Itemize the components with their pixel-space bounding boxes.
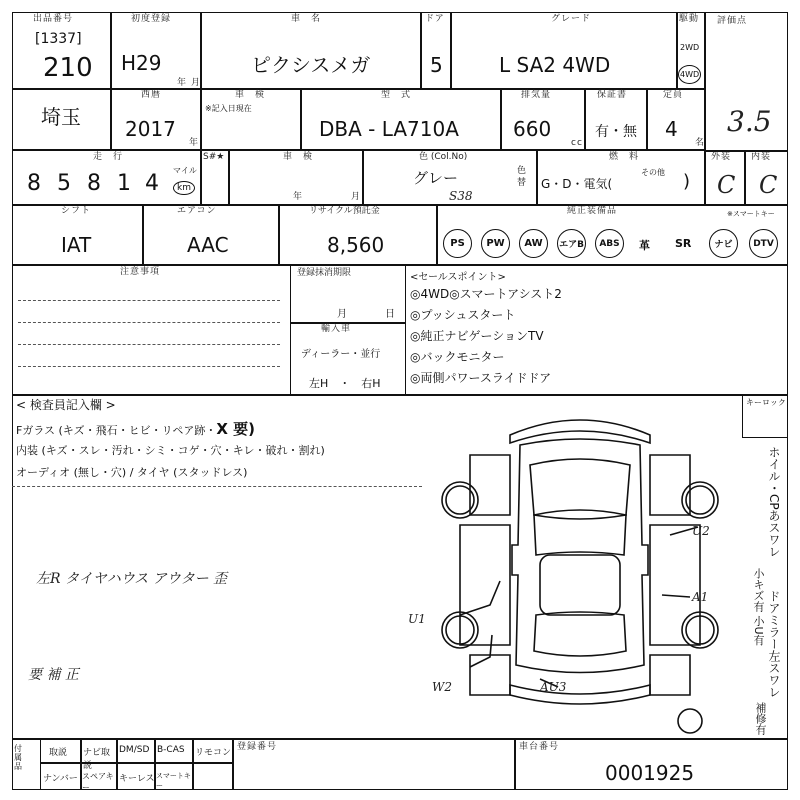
exterior-label: 外装 [711,152,732,162]
color-change-label: 色替 [517,166,527,188]
footer-label: B-CAS [157,745,185,755]
footer-label: DM/SD [119,745,150,755]
equipment-navi: ナビ [709,229,738,258]
model-cell [300,88,502,150]
deadline-day: 日 [385,309,395,320]
inspection-line-glass [16,418,255,439]
model-year-label: 西暦 [141,90,162,100]
sales-point: ◎プッシュスタート [410,308,516,322]
footer-label: ナビ取説 [83,748,111,771]
keylock-cell [742,394,788,438]
import-steering: 左H ・ 右H [309,377,381,390]
equipment-ps: PS [443,229,472,258]
displacement-value: 660 [513,117,552,141]
chassis-value: 0001925 [605,761,695,785]
reg-number-label: 登録番号 [237,742,278,752]
handwritten-comment-2: 要 補 正 [28,667,79,683]
footer-label: スマートキー [156,772,191,790]
warranty-cell [584,88,648,150]
sales-point: ◎バックモニター [410,350,505,364]
mileage-label: 走 行 [93,152,124,162]
inspection-month-unit: 月 [351,192,362,202]
color-value: グレー [413,169,459,187]
displacement-label: 排気量 [521,90,552,100]
inspection-divider [12,486,422,487]
footer-label: キーレス [119,774,155,784]
footer-label: ナンバー [43,774,78,784]
equipment-cell [436,204,788,266]
equipment-abs: ABS [595,229,624,258]
warranty-value: 有・無 [595,124,637,140]
side-comment: ドアミラー左スワレ [767,590,781,698]
footer-item [80,738,118,771]
glass-text: Fガラス (キズ・飛石・ヒビ・リペア跡・ [16,424,217,437]
caution-line [18,300,280,301]
drive-4wd: 4WD [678,65,701,84]
diagram-mark-au3: AU3 [540,680,567,694]
footer-accessory-label: 付属品 [14,744,22,771]
exterior-cell [704,150,746,206]
glass-mark: X 要) [216,420,256,438]
score-value: 3.5 [727,105,772,138]
inspection-line-audio: オーディオ (無し・穴) / タイヤ (スタッドレス) [16,466,248,479]
import-dealer: ディーラー・並行 [301,349,381,360]
lot-cell [12,12,112,90]
equipment-label: 純正装備品 [567,206,618,216]
swap-cell [200,150,230,206]
deadline-month: 月 [337,309,347,320]
first-reg-year-unit: 年 [177,78,188,88]
footer-label: 取説 [49,748,68,758]
reg-number-cell [232,738,516,790]
first-reg-label: 初度登録 [131,14,172,24]
interior-value: C [759,171,778,199]
capacity-unit: 名 [695,138,706,148]
exterior-value: C [717,171,736,199]
drive-cell [676,12,706,90]
drive-label: 駆動 [679,14,700,24]
chassis-cell [514,738,788,790]
equipment-dtv: DTV [749,229,778,258]
doors-value: 5 [430,53,443,77]
deadline-label: 登録抹消期限 [297,268,352,278]
doors-label: ドア [425,14,445,24]
footer-item [116,762,156,790]
lot-prefix: [1337] [35,31,82,47]
vehicle-inspection-note: ※記入日現在 [205,104,252,113]
recycle-value: 8,560 [327,233,385,257]
shift-cell [12,204,144,266]
handwritten-comment-1: 左R タイヤハウス アウター 歪 [36,571,228,587]
mileage-digit: 5 [57,171,71,196]
shift-label: シフト [61,206,92,216]
mileage-cell [12,150,202,206]
vehicle-inspection-label: 車 検 [235,90,266,100]
footer-item [40,762,82,790]
score-label: 評価点 [717,16,748,26]
sales-point: ◎4WD◎スマートアシスト2 [410,287,562,301]
inspection-date-cell [228,150,364,206]
footer-item [192,738,234,764]
diagram-mark-u2: U2 [692,524,710,538]
recycle-cell [278,204,438,266]
caution-line [18,344,280,345]
caution-line [18,322,280,323]
chassis-label: 車台番号 [519,742,560,752]
car-diagram [430,405,730,735]
fuel-cell [536,150,706,206]
ac-cell [142,204,280,266]
swap-label: S#★ [203,152,225,162]
sales-point: ◎純正ナビゲーションTV [410,329,544,343]
inspection-year-unit: 年 [293,192,304,202]
lot-number: 210 [43,53,93,83]
equipment-pw: PW [481,229,510,258]
fuel-close: ) [683,171,691,192]
car-name-label: 車 名 [291,14,322,24]
interior-label: 内装 [751,152,772,162]
displacement-unit: cc [571,138,583,148]
import-cell [290,322,406,396]
vehicle-inspection-cell [200,88,302,150]
inspection-line-interior: 内装 (キズ・スレ・汚れ・シミ・コゲ・穴・キレ・破れ・割れ) [16,444,325,457]
diagram-mark-u1: U1 [408,612,426,626]
mileage-unit-km: km [173,181,195,195]
car-name: ピクシスメガ [251,53,371,77]
first-reg-year: H29 [121,51,162,75]
model-year-unit: 年 [189,138,200,148]
smart-key-label: ※スマートキー [727,210,775,218]
footer-label: スペアキー [82,772,114,792]
mileage-digit: 1 [117,171,131,196]
model-year-value: 2017 [125,117,176,141]
score-cell [704,12,788,152]
grade-cell [450,12,678,90]
mileage-unit-mile: マイル [173,166,197,175]
diagram-mark-w2: W2 [432,680,452,694]
model-year-cell [110,88,202,150]
import-label: 輸入車 [321,324,352,334]
diagram-mark-a1: A1 [692,590,709,604]
footer-item [80,762,118,790]
recycle-label: リサイクル預託金 [309,206,380,216]
drive-2wd: 2WD [680,43,700,52]
capacity-value: 4 [665,117,678,141]
equipment-aw: AW [519,229,548,258]
caution-line [18,366,280,367]
mileage-digit: 8 [27,171,41,196]
ac-label: エアコン [177,206,217,216]
doors-cell [420,12,452,90]
inspection-date-label: 車 検 [283,152,314,162]
first-reg-cell [110,12,202,90]
keylock-label: キーロック [746,398,786,407]
ac-value: AAC [187,233,229,257]
side-comment: 補修有 [754,702,767,735]
footer-item [154,738,194,764]
car-name-cell [200,12,422,90]
mileage-digit: 8 [87,171,101,196]
color-code: S38 [449,189,473,203]
fuel-options: G・D・電気( [541,177,613,191]
displacement-cell [500,88,586,150]
model-label: 型 式 [381,90,412,100]
model-value: DBA - LA710A [319,117,459,141]
sales-points-label: <セールスポイント> [410,272,506,283]
mileage-digit: 4 [145,171,159,196]
capacity-cell [646,88,706,150]
first-reg-month-unit: 月 [191,78,202,88]
grade-label: グレード [551,14,592,24]
footer-item [116,738,156,764]
capacity-label: 定員 [663,90,684,100]
inspection-title: < 検査員記入欄 > [16,398,116,412]
lot-label: 出品番号 [33,14,74,24]
footer-item [192,762,234,790]
region-cell [12,88,112,150]
footer-item [40,738,82,764]
region-value: 埼玉 [41,105,81,129]
equipment-sr: SR [675,237,692,250]
deadline-cell [290,264,406,324]
shift-value: IAT [61,233,92,257]
fuel-label: 燃 料 [609,152,640,162]
sales-point: ◎両側パワースライドドア [410,371,552,385]
interior-cell [744,150,788,206]
footer-label: リモコン [195,748,232,758]
color-cell [362,150,538,206]
equipment-leather: 革 [639,239,650,252]
fuel-other-label: その他 [641,168,665,177]
side-comment: 小キズ有 小U有 [752,568,765,646]
color-label: 色 (Col.No) [419,152,468,162]
equipment-airbag: エアB [557,229,586,258]
caution-label: 注意事項 [120,267,161,277]
grade-value: L SA2 4WD [499,53,611,77]
warranty-label: 保証書 [597,90,628,100]
side-comment: ホイル・CPあスワレ [767,446,781,558]
footer-item [154,762,194,790]
